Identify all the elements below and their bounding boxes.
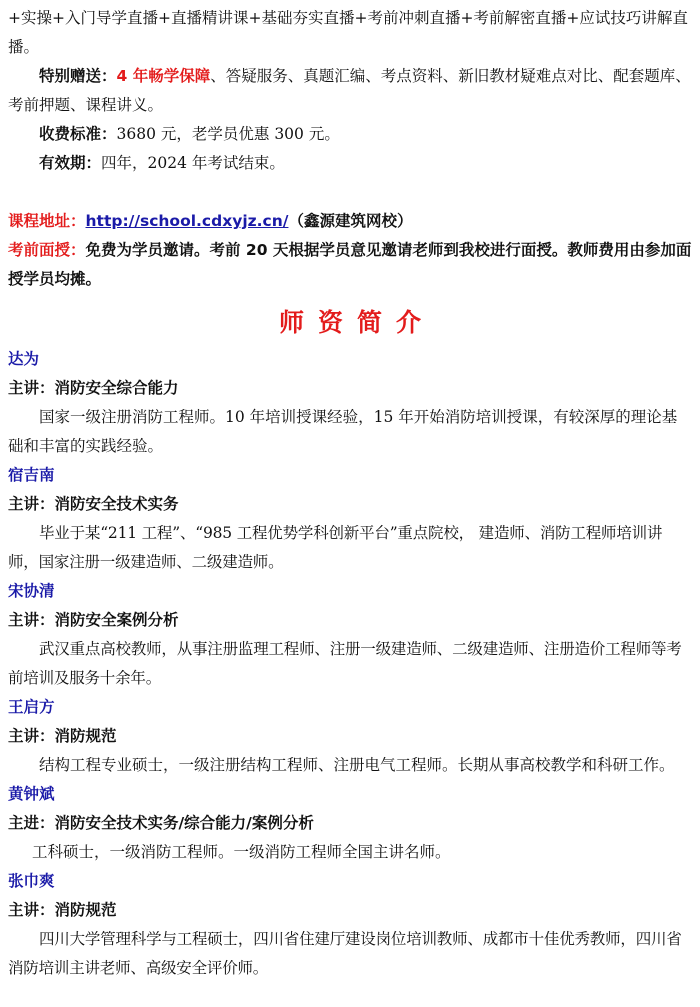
- spacer: [8, 178, 692, 207]
- subject-value: 消防安全综合能力: [54, 379, 179, 397]
- teacher-bio: 四川大学管理科学与工程硕士，四川省住建厅建设岗位培训教师、成都市十佳优秀教师，四川省消防培训主讲老师、高级安全评价师。: [8, 930, 682, 977]
- teacher-subject: [8, 374, 692, 403]
- subject-label: 主讲：: [8, 727, 55, 745]
- teacher-name: 张巾爽: [8, 872, 55, 890]
- fee-value: 3680 元，老学员优惠 300 元。: [116, 125, 340, 143]
- teacher-name: 宋协清: [8, 582, 55, 600]
- gift-rest: 、答疑服务、真题汇编、考点资料、新旧教材疑难点对比、配套题库、考前押题、课程讲义。: [8, 67, 691, 114]
- address-label: 课程地址：: [8, 212, 86, 230]
- valid-label: 有效期：: [39, 154, 102, 172]
- teacher-bio: 毕业于某“211 工程”、“985 工程优势学科创新平台”重点院校， 建造师、消防工程师培训讲师，国家注册一级建造师、二级建造师。: [8, 524, 663, 571]
- teacher-bio: 结构工程专业硕士，一级注册结构工程师、注册电气工程师。长期从事高校教学和科研工作。: [39, 756, 675, 774]
- subject-label: 主讲：: [8, 379, 55, 397]
- fee-label: 收费标准：: [39, 125, 117, 143]
- teacher-name: 达为: [8, 350, 40, 368]
- teacher-subject: [8, 809, 692, 838]
- teacher-subject: [8, 722, 692, 751]
- teacher-name: 黄钟斌: [8, 785, 55, 803]
- teacher-bio: 武汉重点高校教师，从事注册监理工程师、注册一级建造师、二级建造师、注册造价工程师等考前培训及服务十余年。: [8, 640, 682, 687]
- gift-paragraph: [8, 62, 692, 120]
- valid-value: 四年，2024 年考试结束。: [101, 154, 285, 172]
- subject-value: 消防规范: [54, 727, 117, 745]
- teacher-name: 宿吉南: [8, 466, 55, 484]
- section-title: 师资简介: [278, 308, 435, 337]
- teacher-name: 王启方: [8, 698, 55, 716]
- subject-value: 消防安全技术实务/综合能力/案例分析: [54, 814, 314, 832]
- valid-paragraph: [8, 149, 692, 178]
- teacher-subject: [8, 896, 692, 925]
- teacher-bio: 国家一级注册消防工程师。10 年培训授课经验，15 年开始消防培训授课，有较深厚的理论基础和丰富的实践经验。: [8, 408, 678, 455]
- subject-label: 主讲：: [8, 901, 55, 919]
- subject-value: 消防安全技术实务: [54, 495, 179, 513]
- teacher-subject: [8, 606, 692, 635]
- face-teaching-paragraph: [8, 236, 692, 294]
- subject-label: 主讲：: [8, 611, 55, 629]
- gift-label: 特别赠送：: [39, 67, 117, 85]
- subject-value: 消防规范: [54, 901, 117, 919]
- teacher-bio: 工科硕士，一级消防工程师。一级消防工程师全国主讲名师。: [32, 843, 451, 861]
- subject-label: 主讲：: [8, 495, 55, 513]
- subject-label: 主进：: [8, 814, 55, 832]
- intro-course-list: +实操+入门导学直播+直播精讲课+基础夯实直播+考前冲刺直播+考前解密直播+应试技巧讲解直播。: [8, 9, 688, 56]
- subject-value: 消防安全案例分析: [54, 611, 179, 629]
- fee-paragraph: [8, 120, 692, 149]
- gift-highlight: 4 年畅学保障: [116, 67, 211, 85]
- face-text: 免费为学员邀请。考前 20 天根据学员意见邀请老师到我校进行面授。教师费用由参加面授学员均摊。: [8, 241, 692, 288]
- teacher-subject: [8, 490, 692, 519]
- address-suffix: （鑫源建筑网校）: [288, 212, 413, 230]
- face-label: 考前面授：: [8, 241, 86, 259]
- course-address-line: [8, 207, 692, 236]
- course-address-link[interactable]: http://school.cdxyjz.cn/: [85, 212, 289, 230]
